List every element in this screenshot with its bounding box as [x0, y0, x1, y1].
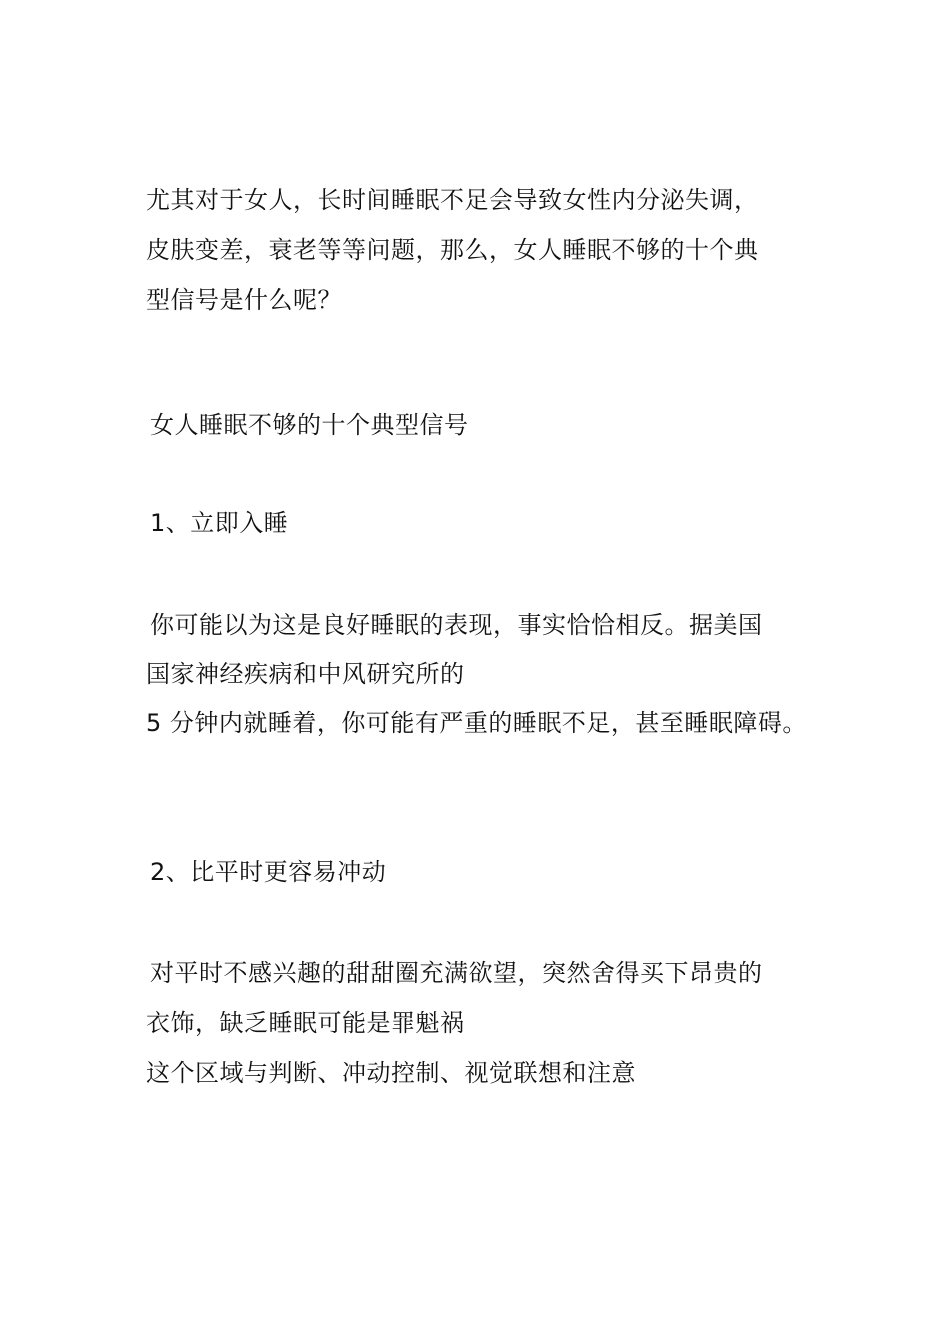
section-2-line-2: 衣饰，缺乏睡眠可能是罪魁祸	[146, 1009, 465, 1037]
intro-line-1: 尤其对于女人，长时间睡眠不足会导致女性内分泌失调，	[146, 186, 759, 214]
section-1-title: 1、立即入睡	[150, 509, 289, 537]
section-2-line-1: 对平时不感兴趣的甜甜圈充满欲望，突然舍得买下昂贵的	[150, 959, 763, 987]
intro-line-2: 皮肤变差，衰老等等问题，那么，女人睡眠不够的十个典	[146, 236, 759, 264]
section-2-title: 2、比平时更容易冲动	[150, 858, 387, 886]
section-1-line-2: 国家神经疾病和中风研究所的	[146, 660, 465, 688]
section-heading: 女人睡眠不够的十个典型信号	[150, 411, 469, 439]
section-1-line-3: 5 分钟内就睡着，你可能有严重的睡眠不足，甚至睡眠障碍。	[146, 709, 807, 737]
intro-line-3: 型信号是什么呢？	[146, 286, 342, 314]
section-2-line-3: 这个区域与判断、冲动控制、视觉联想和注意	[146, 1059, 636, 1087]
section-1-line-1: 你可能以为这是良好睡眠的表现，事实恰恰相反。据美国	[150, 611, 763, 639]
